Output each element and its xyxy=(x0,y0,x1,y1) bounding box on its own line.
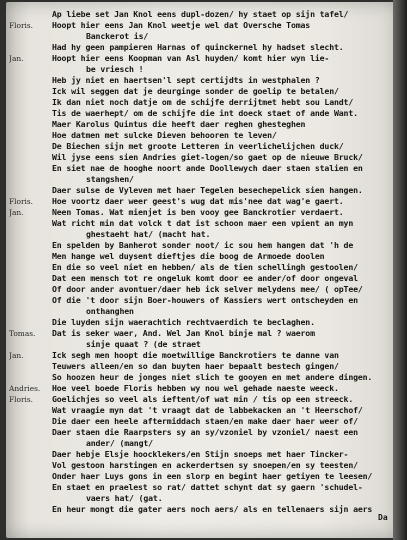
text-line xyxy=(6,108,398,119)
verse-text: vaers hat/ (gat. xyxy=(86,493,163,503)
text-line xyxy=(6,262,398,273)
text-line xyxy=(6,339,398,350)
text-line xyxy=(6,361,398,372)
verse-text: Dat een mensch tot re ongeluk komt door ee ander/of door ongeval xyxy=(52,273,358,283)
verse-text: ghestaeht hat/ (macht hat. xyxy=(86,229,211,239)
text-line xyxy=(6,229,398,240)
verse-text: ander/ (mangt/ xyxy=(86,438,153,448)
verse-text: Vol gestoon harstingen en ackerdertsen sy snoepen/en sy teesten/ xyxy=(52,460,358,470)
verse-text: Daer staen die Raarpsters sy an sy/vzoniel by vzoniel/ naest een xyxy=(52,427,358,437)
catchword: Da xyxy=(378,513,388,522)
verse-text: En die so veel niet en hebben/ als de tien schellingh gestoolen/ xyxy=(52,262,358,272)
verse-text: En siet nae de hooghe noort ande Doollewych daer staen stalien en xyxy=(52,163,363,173)
verse-text: Goelichjes so veel als ieftent/of wat min / tis op een streeck. xyxy=(52,394,354,404)
verse-text: Ick segh men hoopt die moetwillige Banckrotiers te danne van xyxy=(52,350,339,360)
text-line xyxy=(6,152,398,163)
text-line xyxy=(6,53,398,64)
speaker-label: Andries. xyxy=(9,384,41,393)
text-line xyxy=(6,471,398,482)
text-line xyxy=(6,394,398,405)
speaker-label: Floris. xyxy=(9,21,33,30)
verse-text: En staet en praelest so rat/ dattet schynt dat sy gaern 'schudel- xyxy=(52,482,363,492)
text-line xyxy=(6,460,398,471)
verse-text: Hoopt hier eens Jan Knol weetje wel dat Oversche Tomas xyxy=(52,20,311,30)
verse-text: Ick wil seggen dat je deurginge sonder de goelip te betalen/ xyxy=(52,86,339,96)
verse-text: Hoe datmen met sulcke Dieven behooren te leven/ xyxy=(52,130,277,140)
verse-text: Of die 't door sijn Boer-houwers of Kassiers wert ontscheyden en xyxy=(52,295,358,305)
verse-text: be vriesch ! xyxy=(86,64,144,74)
verse-text: sinje quaat ? (de straet xyxy=(86,339,201,349)
text-line xyxy=(6,31,398,42)
text-line xyxy=(6,196,398,207)
verse-text: onthanghen xyxy=(86,306,134,316)
text-line xyxy=(6,350,398,361)
verse-text: Men hange wel duysent dieftjes die boog de Armoede doolen xyxy=(52,251,325,261)
verse-text: Tis de waerhept/ om de schijfe die int doeck staet of ande Want. xyxy=(52,108,358,118)
text-line xyxy=(6,273,398,284)
speaker-label: Jan. xyxy=(9,351,24,360)
speaker-label: Tomas. xyxy=(9,329,36,338)
verse-text: Hoe voortz daer weer geest's wug dat mis'nee dat wag'e gaert. xyxy=(52,196,344,206)
verse-text: So hoozen heur de jonges niet slich te gooyen en met andere dingen. xyxy=(52,372,373,382)
text-line xyxy=(6,284,398,295)
verse-text: Neen Tomas. Wat mienjet is ben vooy gee Banckrotier verdaert. xyxy=(52,207,344,217)
text-line xyxy=(6,174,398,185)
text-line xyxy=(6,20,398,31)
text-line xyxy=(6,328,398,339)
verse-text: En heur mongt die gater aers noch aers/ als en tellenaers sijn aers xyxy=(52,504,373,514)
text-line xyxy=(6,119,398,130)
verse-text: Had hy geen pampieren Harnas of quinckernel hy hadset slecht. xyxy=(52,42,344,52)
text-line xyxy=(6,449,398,460)
verse-text: Daer hebje Elsje hoocklekers/en Stijn snoeps met haer Tincker- xyxy=(52,449,349,459)
book-spine-shadow xyxy=(393,0,407,540)
text-line xyxy=(6,438,398,449)
text-line xyxy=(6,75,398,86)
text-line xyxy=(6,317,398,328)
verse-text: Heb jy niet en haertsen'l sept certijdts in westphalen ? xyxy=(52,75,320,85)
verse-text: Die luyden sijn waerachtich rechtvaerdich te beclaghen. xyxy=(52,317,315,327)
text-line xyxy=(6,240,398,251)
speaker-label: Jan. xyxy=(9,54,24,63)
speaker-label: Floris. xyxy=(9,197,33,206)
verse-text: Wat richt min dat volck t dat ist schoon maer een vpient an myn xyxy=(52,218,354,228)
text-line xyxy=(6,86,398,97)
verse-text: Hoopt hier eens Koopman van Asl huyden/ komt hier wyn lie- xyxy=(52,53,330,63)
text-line xyxy=(6,504,398,515)
speaker-label: Floris. xyxy=(9,395,33,404)
text-line xyxy=(6,405,398,416)
verse-text: stangshen/ xyxy=(86,174,134,184)
verse-text: Banckerot is/ xyxy=(86,31,149,41)
verse-text: Wat vraagie myn dat 't vraagt dat de labbekacken an 't Heerschof/ xyxy=(52,405,363,415)
text-line xyxy=(6,306,398,317)
text-line xyxy=(6,9,398,20)
text-line xyxy=(6,218,398,229)
verse-text: Wil jyse eens sien Andries giet-logen/so gaet op de nieuwe Bruck/ xyxy=(52,152,363,162)
verse-text: Onder haer Luys gons in een slorp en begint haer getiyen te leesen/ xyxy=(52,471,373,481)
verse-text: Daer sulse de Vyleven met haer Tegelen besechepelick sien hangen. xyxy=(52,185,363,195)
verse-text: Ik dan niet noch datje om de schijfe derrijtmet hebt sou Landt/ xyxy=(52,97,354,107)
text-line xyxy=(6,251,398,262)
verse-text: Of door ander avontuer/daer heb ick selver melydens mee/ ( opTee/ xyxy=(52,284,363,294)
verse-text: De Biechen sijn met groote Letteren in veerlichelijchen duck/ xyxy=(52,141,344,151)
book-page xyxy=(6,2,398,538)
verse-text: En spelden by Banherot sonder noot/ ic sou hem hangen dat 'h de xyxy=(52,240,354,250)
verse-text: Dat is seker waer, And. Wel Jan Knol binje mal ? waerom xyxy=(52,328,315,338)
text-line xyxy=(6,185,398,196)
text-line xyxy=(6,295,398,306)
text-line xyxy=(6,42,398,53)
text-line xyxy=(6,141,398,152)
text-line xyxy=(6,383,398,394)
text-line xyxy=(6,427,398,438)
text-line xyxy=(6,64,398,75)
verse-text: Ap liebe set Jan Knol eens dupl-dozen/ hy staet op sijn tafel/ xyxy=(52,9,349,19)
text-line xyxy=(6,97,398,108)
text-line xyxy=(6,207,398,218)
text-line xyxy=(6,130,398,141)
text-line xyxy=(6,493,398,504)
text-line xyxy=(6,163,398,174)
text-line xyxy=(6,372,398,383)
speaker-label: Jan. xyxy=(9,208,24,217)
text-line xyxy=(6,416,398,427)
verse-text: Teuwers alleen/en so dan buyten haer bepaalt bestech gingen/ xyxy=(52,361,339,371)
verse-text: Hoe veel boede Floris hebben wy nou wel gehade naeste weeck. xyxy=(52,383,339,393)
text-line xyxy=(6,482,398,493)
verse-text: Die daer een heele aftermiddach staen/en make daer haer weer of/ xyxy=(52,416,358,426)
verse-text: Maer Karolus Quintus die heeft daer reghen ghesteghen xyxy=(52,119,306,129)
